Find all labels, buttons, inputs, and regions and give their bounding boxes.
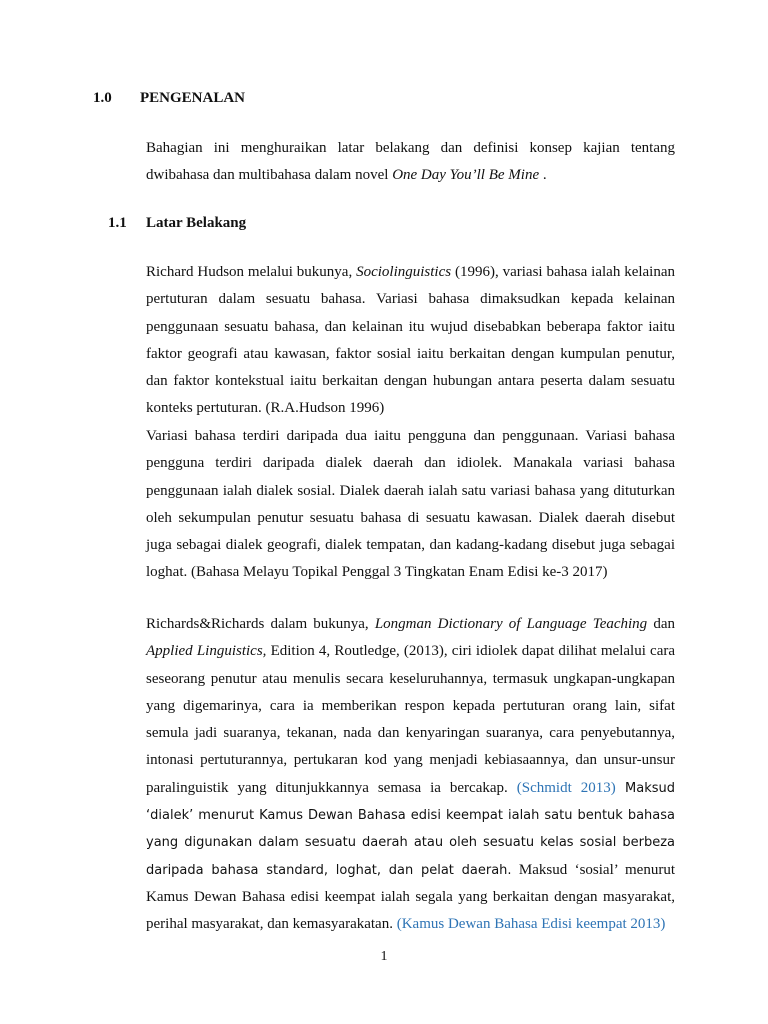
dialek-definition: Maksud ‘dialek’ menurut Kamus Dewan Bahasa edisi keempat ialah satu bentuk bahasa yang digunakan dalam sesuatu daerah atau oleh sesuatu kelas sosial berbeza daripada bahasa standard, loghat, dan pelat daerah. — [146, 780, 676, 878]
hudson-book-title: Sociolinguistics — [356, 264, 452, 280]
chapter-number: 1.0 — [93, 90, 112, 106]
citation-schmidt: (Schmidt 2013) — [516, 779, 616, 796]
richards-and: dan — [647, 616, 675, 632]
chapter-title: PENGENALAN — [140, 90, 246, 106]
intro-text: Bahagian ini menghuraikan latar belakang dan definisi konsep kajian tentang dwibahasa dan multibahasa dalam novel — [146, 140, 675, 184]
richards-body: Edition 4, Routledge, (2013), ciri idiolek dapat dilihat melalui cara seseorang penutur atau menulis secara keseluruhannya, termasuk ungkapan-ungkapan yang digemarinya, cara ia memberikan respon kepada pertuturan orang lain, sifat semula jadi suaranya, tekanan, nada dan kenyaringan suaranya, cara penyebutannya, intonasi pertuturannya, pertukaran kod yang menjadi kebiasaannya, dan unsur-unsur paralinguistik yang ditunjukkannya semasa ia bercakap. — [146, 643, 675, 796]
variasi-paragraph: Variasi bahasa terdiri daripada dua iaitu pengguna dan penggunaan. Variasi bahasa pengguna terdiri daripada dialek daerah dan idiolek. Manakala variasi bahasa penggunaan ialah dialek sosial. Dialek daerah ialah satu variasi bahasa yang dituturkan oleh sekumpulan penutur sesuatu bahasa di sesuatu kawasan. Dialek daerah disebut juga sebagai dialek geografi, dialek tempatan, dan kadang-kadang disebut juga sebagai loghat. (Bahasa Melayu Topikal Penggal 3 Tingkatan Enam Edisi ke-3 2017) — [146, 428, 675, 581]
richards-paragraph — [146, 611, 675, 939]
hudson-paragraph — [146, 259, 675, 423]
hudson-body: (1996), variasi bahasa ialah kelainan pertuturan dalam sesuatu bahasa. Variasi bahasa dimaksudkan kepada kelainan penggunaan sesuatu bahasa, dan kelainan itu wujud disebabkan beberapa faktor iaitu faktor geografi atau kawasan, faktor sosial iaitu berkaitan dengan kumpulan penutur, dan faktor kontekstual iaitu berkaitan dengan hubungan antara peserta dalam sesuatu konteks pertuturan. (R.A.Hudson 1996) — [146, 264, 676, 417]
richards-lead: Richards&Richards dalam bukunya, — [146, 616, 375, 632]
applied-linguistics-title: Applied Linguistics, — [146, 643, 267, 660]
citation-kamus-dewan: (Kamus Dewan Bahasa Edisi keempat 2013) — [396, 916, 666, 933]
intro-end: . — [539, 167, 547, 184]
intro-paragraph — [146, 135, 675, 190]
novel-title: One Day You’ll Be Mine — [392, 167, 540, 184]
sosial-definition: Maksud ‘sosial’ menurut Kamus Dewan Bahasa edisi keempat ialah segala yang berkaitan dengan masyarakat, perihal masyarakat, dan kemasyarakatan. — [146, 861, 675, 933]
section-title: Latar Belakang — [146, 215, 247, 231]
longman-book-title: Longman Dictionary of Language Teaching — [374, 616, 648, 632]
hudson-lead: Richard Hudson melalui bukunya, — [146, 264, 357, 280]
section-number: 1.1 — [108, 215, 127, 231]
page-number: 1 — [380, 949, 388, 964]
